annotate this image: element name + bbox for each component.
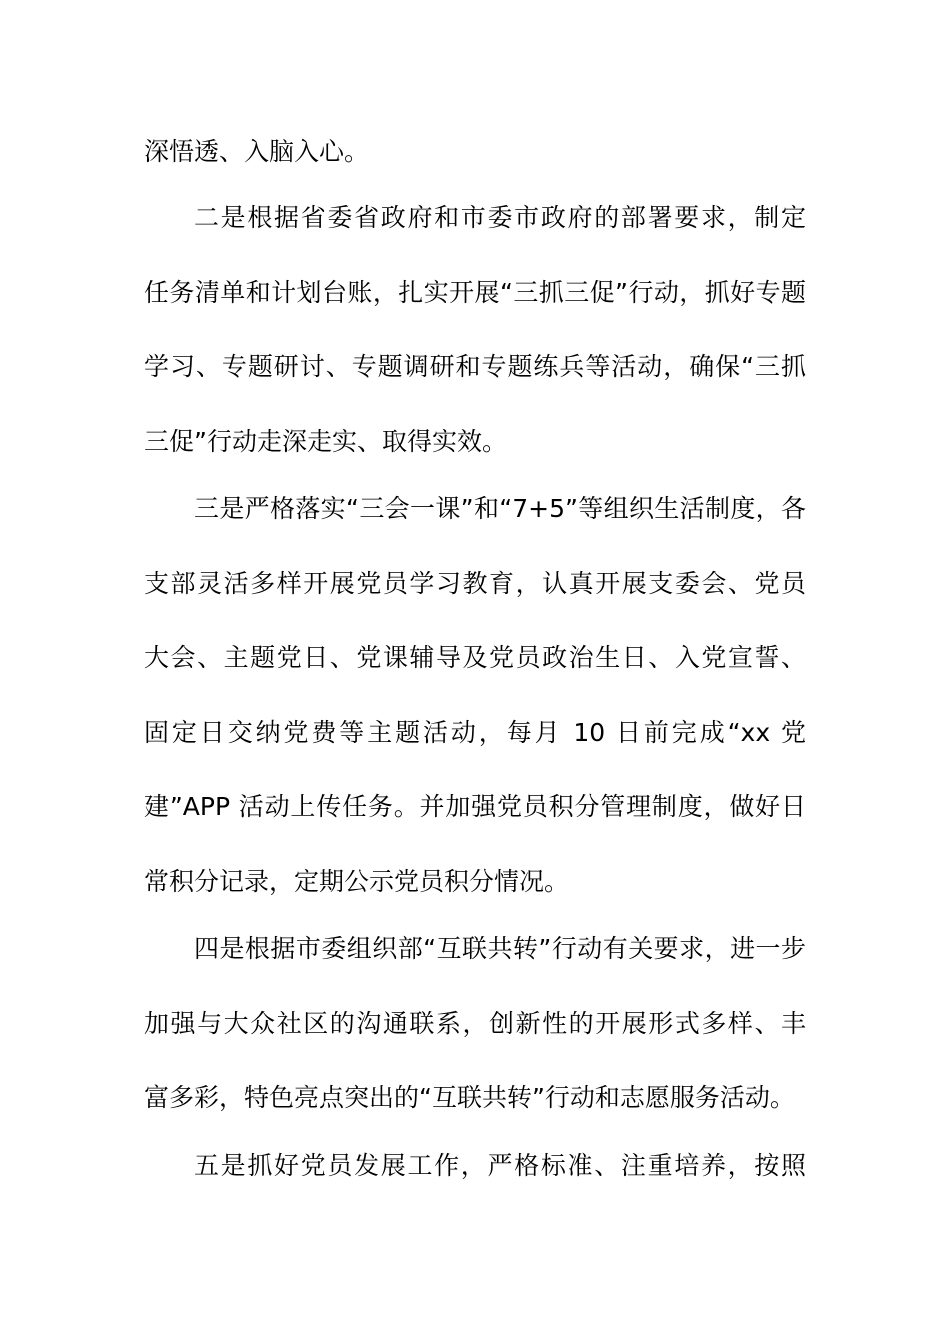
paragraph-2-line-1: 二是根据省委省政府和市委市政府的部署要求，制定 [194,203,806,232]
text-line: 建”APP 活动上传任务。并加强党员积分管理制度，做好日 [144,792,806,821]
paragraph-4-line-1: 四是根据市委组织部“互联共转”行动有关要求，进一步 [194,934,806,963]
text-line: 富多彩，特色亮点突出的“互联共转”行动和志愿服务活动。 [144,1083,795,1112]
text-line: 大会、主题党日、党课辅导及党员政治生日、入党宣誓、 [144,643,806,672]
text-line: 固定日交纳党费等主题活动，每月 10 日前完成“xx 党 [144,718,806,747]
paragraph-3-line-1: 三是严格落实“三会一课”和“7+5”等组织生活制度，各 [194,494,806,523]
paragraph-5-line-1: 五是抓好党员发展工作，严格标准、注重培养，按照 [194,1151,806,1180]
text-line: 深悟透、入脑入心。 [144,137,370,166]
text-line: 加强与大众社区的沟通联系，创新性的开展形式多样、丰 [144,1009,806,1038]
text-line: 三促”行动走深走实、取得实效。 [144,427,507,456]
text-line: 任务清单和计划台账，扎实开展“三抓三促”行动，抓好专题 [144,278,806,307]
text-line: 常积分记录，定期公示党员积分情况。 [144,867,570,896]
text-line: 学习、专题研讨、专题调研和专题练兵等活动，确保“三抓 [144,352,806,381]
text-line: 支部灵活多样开展党员学习教育，认真开展支委会、党员 [144,569,806,598]
